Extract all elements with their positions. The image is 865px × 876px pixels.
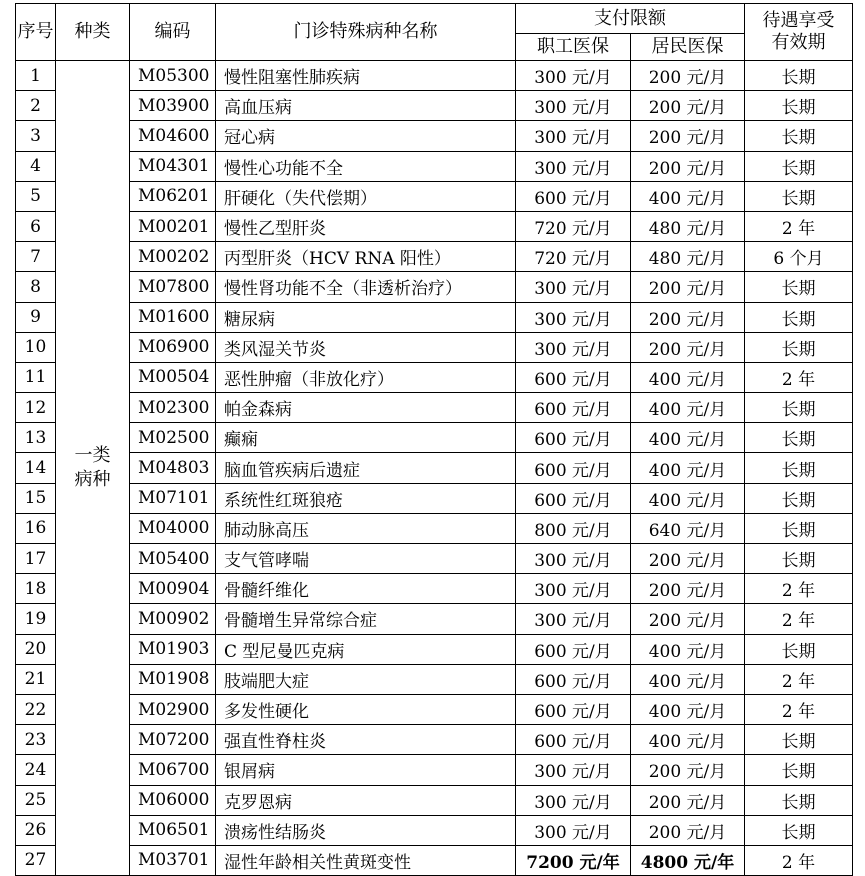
header-validity-line1: 待遇享受 [762, 10, 835, 31]
disease-name: 肺动脉高压 [216, 513, 516, 543]
table-row [16, 332, 853, 362]
resident-limit: 200 元/月 [631, 574, 745, 604]
validity-period: 2 年 [745, 362, 853, 392]
employee-limit: 300 元/月 [516, 574, 631, 604]
row-number: 12 [16, 393, 56, 423]
validity-period: 2 年 [745, 211, 853, 241]
employee-limit: 300 元/月 [516, 332, 631, 362]
employee-limit: 600 元/月 [516, 725, 631, 755]
resident-limit: 200 元/月 [631, 332, 745, 362]
disease-name: 帕金森病 [216, 393, 516, 423]
employee-limit: 720 元/月 [516, 242, 631, 272]
row-number: 23 [16, 725, 56, 755]
row-number: 16 [16, 513, 56, 543]
disease-code: M04301 [130, 151, 216, 181]
special-disease-table [15, 3, 853, 876]
row-number: 24 [16, 755, 56, 785]
employee-limit: 300 元/月 [516, 91, 631, 121]
disease-code: M03900 [130, 91, 216, 121]
resident-limit: 200 元/月 [631, 604, 745, 634]
validity-period: 长期 [745, 544, 853, 574]
resident-limit: 400 元/月 [631, 181, 745, 211]
disease-name: 溃疡性结肠炎 [216, 815, 516, 845]
table-body [16, 61, 853, 876]
validity-period: 长期 [745, 61, 853, 91]
row-number: 25 [16, 785, 56, 815]
disease-name: 慢性乙型肝炎 [216, 211, 516, 241]
validity-period: 长期 [745, 634, 853, 664]
row-number: 27 [16, 845, 56, 875]
employee-limit: 600 元/月 [516, 423, 631, 453]
disease-name: 糖尿病 [216, 302, 516, 332]
category-line1: 一类 [74, 445, 111, 467]
disease-name: 支气管哮喘 [216, 544, 516, 574]
validity-period: 长期 [745, 272, 853, 302]
validity-period: 长期 [745, 815, 853, 845]
resident-limit: 200 元/月 [631, 272, 745, 302]
disease-name: 多发性硬化 [216, 694, 516, 724]
disease-code: M06900 [130, 332, 216, 362]
disease-name: 慢性心功能不全 [216, 151, 516, 181]
row-number: 20 [16, 634, 56, 664]
employee-limit: 600 元/月 [516, 453, 631, 483]
table-row [16, 121, 853, 151]
resident-limit: 200 元/月 [631, 91, 745, 121]
validity-period: 2 年 [745, 694, 853, 724]
validity-period: 长期 [745, 91, 853, 121]
employee-limit: 600 元/月 [516, 393, 631, 423]
row-number: 10 [16, 332, 56, 362]
category-cell [56, 61, 130, 876]
validity-period: 长期 [745, 423, 853, 453]
page [15, 3, 853, 876]
row-number: 5 [16, 181, 56, 211]
table-row [16, 423, 853, 453]
disease-name: 慢性肾功能不全（非透析治疗） [216, 272, 516, 302]
table-row [16, 272, 853, 302]
table-row [16, 513, 853, 543]
table-row [16, 785, 853, 815]
category-line2: 病种 [74, 469, 111, 491]
header-validity [745, 4, 853, 61]
employee-limit: 600 元/月 [516, 483, 631, 513]
row-number: 8 [16, 272, 56, 302]
disease-name: 脑血管疾病后遗症 [216, 453, 516, 483]
disease-name: 骨髓纤维化 [216, 574, 516, 604]
resident-limit: 400 元/月 [631, 725, 745, 755]
validity-period: 2 年 [745, 845, 853, 875]
resident-limit: 480 元/月 [631, 211, 745, 241]
employee-limit: 300 元/月 [516, 785, 631, 815]
validity-period: 2 年 [745, 574, 853, 604]
employee-limit: 600 元/月 [516, 634, 631, 664]
resident-limit: 200 元/月 [631, 815, 745, 845]
resident-limit: 400 元/月 [631, 483, 745, 513]
employee-limit: 300 元/月 [516, 544, 631, 574]
employee-limit: 300 元/月 [516, 815, 631, 845]
table-row [16, 181, 853, 211]
employee-limit: 600 元/月 [516, 362, 631, 392]
table-row [16, 91, 853, 121]
employee-limit: 800 元/月 [516, 513, 631, 543]
table-row [16, 634, 853, 664]
resident-limit: 200 元/月 [631, 302, 745, 332]
validity-period: 长期 [745, 121, 853, 151]
resident-limit: 400 元/月 [631, 664, 745, 694]
disease-code: M03701 [130, 845, 216, 875]
disease-code: M06501 [130, 815, 216, 845]
disease-name: 克罗恩病 [216, 785, 516, 815]
row-number: 22 [16, 694, 56, 724]
employee-limit: 7200 元/年 [516, 845, 631, 875]
resident-limit: 400 元/月 [631, 362, 745, 392]
disease-code: M06700 [130, 755, 216, 785]
disease-code: M06201 [130, 181, 216, 211]
employee-limit: 600 元/月 [516, 181, 631, 211]
validity-period: 长期 [745, 725, 853, 755]
table-row [16, 151, 853, 181]
disease-name: 慢性阻塞性肺疾病 [216, 61, 516, 91]
table-row [16, 61, 853, 91]
disease-name: 银屑病 [216, 755, 516, 785]
header-employee-insurance: 职工医保 [516, 34, 631, 61]
validity-period: 长期 [745, 483, 853, 513]
disease-code: M05300 [130, 61, 216, 91]
disease-code: M05400 [130, 544, 216, 574]
resident-limit: 200 元/月 [631, 785, 745, 815]
validity-period: 6 个月 [745, 242, 853, 272]
row-number: 1 [16, 61, 56, 91]
header-name: 门诊特殊病种名称 [216, 4, 516, 61]
disease-name: 冠心病 [216, 121, 516, 151]
disease-name: 强直性脊柱炎 [216, 725, 516, 755]
disease-code: M06000 [130, 785, 216, 815]
resident-limit: 200 元/月 [631, 151, 745, 181]
row-number: 13 [16, 423, 56, 453]
table-row [16, 815, 853, 845]
employee-limit: 300 元/月 [516, 604, 631, 634]
disease-code: M07101 [130, 483, 216, 513]
employee-limit: 300 元/月 [516, 151, 631, 181]
employee-limit: 300 元/月 [516, 61, 631, 91]
disease-name: C 型尼曼匹克病 [216, 634, 516, 664]
employee-limit: 300 元/月 [516, 302, 631, 332]
resident-limit: 200 元/月 [631, 61, 745, 91]
disease-name: 丙型肝炎（HCV RNA 阳性） [216, 242, 516, 272]
employee-limit: 600 元/月 [516, 664, 631, 694]
disease-code: M00201 [130, 211, 216, 241]
disease-name: 系统性红斑狼疮 [216, 483, 516, 513]
table-row [16, 393, 853, 423]
disease-code: M00504 [130, 362, 216, 392]
disease-name: 癫痫 [216, 423, 516, 453]
row-number: 14 [16, 453, 56, 483]
validity-period: 长期 [745, 453, 853, 483]
validity-period: 长期 [745, 785, 853, 815]
table-row [16, 544, 853, 574]
resident-limit: 480 元/月 [631, 242, 745, 272]
table-row [16, 604, 853, 634]
row-number: 26 [16, 815, 56, 845]
validity-period: 长期 [745, 302, 853, 332]
disease-code: M01600 [130, 302, 216, 332]
resident-limit: 400 元/月 [631, 423, 745, 453]
employee-limit: 300 元/月 [516, 272, 631, 302]
disease-name: 类风湿关节炎 [216, 332, 516, 362]
disease-name: 肢端肥大症 [216, 664, 516, 694]
table-row [16, 845, 853, 875]
validity-period: 长期 [745, 393, 853, 423]
validity-period: 长期 [745, 755, 853, 785]
disease-code: M00902 [130, 604, 216, 634]
header-seq: 序号 [16, 4, 56, 61]
disease-code: M07800 [130, 272, 216, 302]
disease-code: M01908 [130, 664, 216, 694]
disease-code: M02900 [130, 694, 216, 724]
disease-code: M04600 [130, 121, 216, 151]
header-payment-limit: 支付限额 [516, 4, 745, 34]
resident-limit: 640 元/月 [631, 513, 745, 543]
table-row [16, 242, 853, 272]
header-validity-line2: 有效期 [771, 32, 826, 53]
table-row [16, 453, 853, 483]
table-row [16, 725, 853, 755]
row-number: 17 [16, 544, 56, 574]
header-category: 种类 [56, 4, 130, 61]
table-row [16, 483, 853, 513]
validity-period: 长期 [745, 151, 853, 181]
disease-name: 高血压病 [216, 91, 516, 121]
header-code: 编码 [130, 4, 216, 61]
header-resident-insurance: 居民医保 [631, 34, 745, 61]
table-row [16, 664, 853, 694]
validity-period: 2 年 [745, 604, 853, 634]
row-number: 9 [16, 302, 56, 332]
row-number: 11 [16, 362, 56, 392]
disease-code: M02500 [130, 423, 216, 453]
row-number: 6 [16, 211, 56, 241]
resident-limit: 400 元/月 [631, 694, 745, 724]
disease-code: M00904 [130, 574, 216, 604]
employee-limit: 600 元/月 [516, 694, 631, 724]
resident-limit: 400 元/月 [631, 393, 745, 423]
disease-code: M04000 [130, 513, 216, 543]
disease-code: M07200 [130, 725, 216, 755]
table-row [16, 211, 853, 241]
validity-period: 长期 [745, 332, 853, 362]
validity-period: 长期 [745, 513, 853, 543]
disease-name: 恶性肿瘤（非放化疗） [216, 362, 516, 392]
disease-code: M00202 [130, 242, 216, 272]
resident-limit: 4800 元/年 [631, 845, 745, 875]
row-number: 21 [16, 664, 56, 694]
employee-limit: 300 元/月 [516, 121, 631, 151]
disease-name: 骨髓增生异常综合症 [216, 604, 516, 634]
employee-limit: 720 元/月 [516, 211, 631, 241]
resident-limit: 200 元/月 [631, 121, 745, 151]
employee-limit: 300 元/月 [516, 755, 631, 785]
resident-limit: 200 元/月 [631, 755, 745, 785]
table-header [16, 4, 853, 61]
disease-code: M04803 [130, 453, 216, 483]
table-row [16, 574, 853, 604]
row-number: 19 [16, 604, 56, 634]
validity-period: 2 年 [745, 664, 853, 694]
row-number: 4 [16, 151, 56, 181]
disease-name: 肝硬化（失代偿期） [216, 181, 516, 211]
row-number: 2 [16, 91, 56, 121]
validity-period: 长期 [745, 181, 853, 211]
disease-code: M02300 [130, 393, 216, 423]
resident-limit: 400 元/月 [631, 634, 745, 664]
table-row [16, 362, 853, 392]
disease-name: 湿性年龄相关性黄斑变性 [216, 845, 516, 875]
resident-limit: 400 元/月 [631, 453, 745, 483]
row-number: 3 [16, 121, 56, 151]
table-row [16, 694, 853, 724]
table-row [16, 755, 853, 785]
row-number: 15 [16, 483, 56, 513]
row-number: 18 [16, 574, 56, 604]
resident-limit: 200 元/月 [631, 544, 745, 574]
row-number: 7 [16, 242, 56, 272]
table-row [16, 302, 853, 332]
disease-code: M01903 [130, 634, 216, 664]
